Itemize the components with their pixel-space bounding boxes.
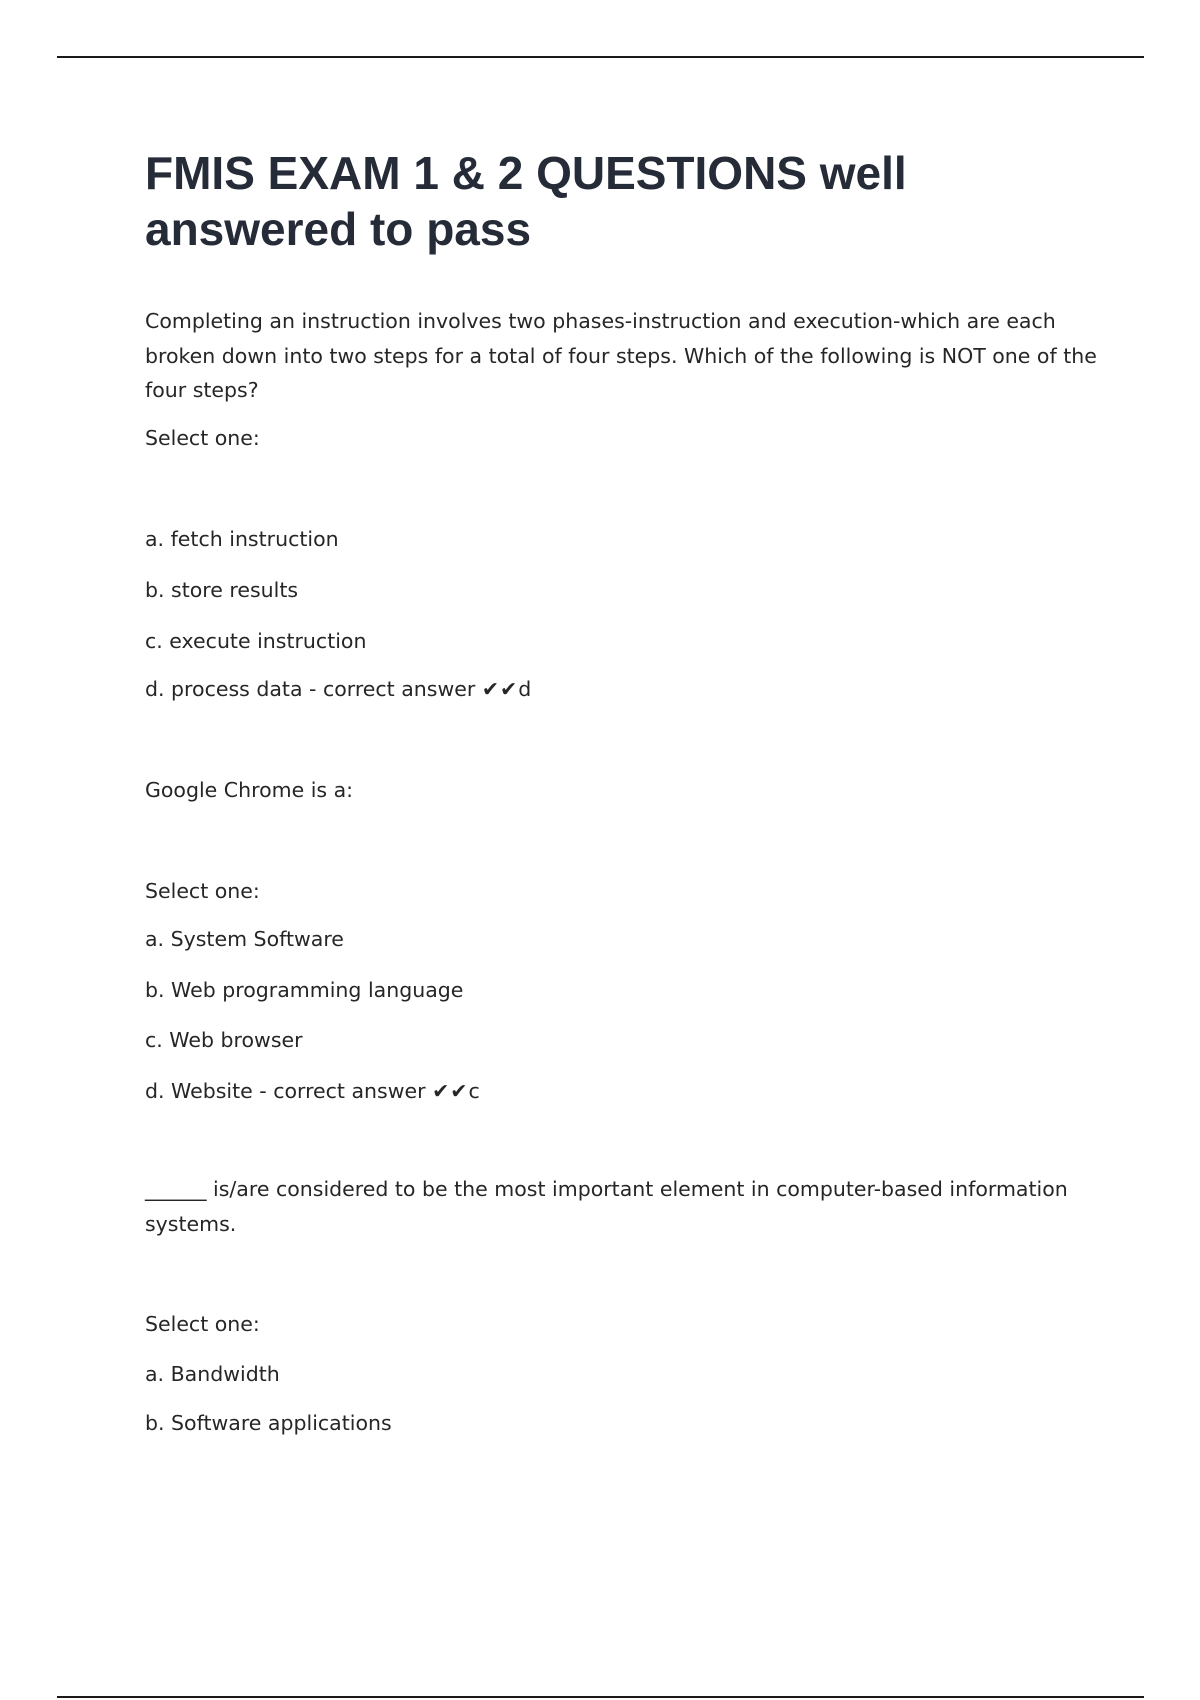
- question-2-correct-letter: c: [468, 1079, 480, 1103]
- question-2-select-label: Select one:: [145, 879, 260, 903]
- question-3-prompt: ______ is/are considered to be the most important element in computer-based information systems.: [145, 1177, 1068, 1236]
- question-1-option-c: c. execute instruction: [145, 629, 367, 653]
- question-1-select-label: Select one:: [145, 426, 260, 450]
- question-2-option-c: c. Web browser: [145, 1028, 303, 1052]
- question-2-option-d: d. Website - correct answer: [145, 1079, 426, 1103]
- question-2-option-a: a. System Software: [145, 927, 344, 951]
- bottom-rule: [57, 1696, 1144, 1698]
- question-3-select-label: Select one:: [145, 1312, 260, 1336]
- question-1-option-d: d. process data - correct answer: [145, 677, 476, 701]
- top-rule: [57, 56, 1144, 58]
- checkmark-icon: ✔✔: [432, 1079, 469, 1103]
- page-title: FMIS EXAM 1 & 2 QUESTIONS well answered to pass: [145, 147, 907, 255]
- checkmark-icon: ✔✔: [481, 677, 519, 701]
- question-1-prompt: Completing an instruction involves two phases-instruction and execution-which are each broken down into two steps for a total of four steps. Which of the following is NOT one of the four steps?: [145, 309, 1097, 402]
- question-1-option-a: a. fetch instruction: [145, 527, 339, 551]
- question-2-answer-line: [145, 1074, 480, 1109]
- question-2-prompt: Google Chrome is a:: [145, 778, 354, 802]
- question-1-answer-line: [145, 672, 531, 707]
- question-2-option-b: b. Web programming language: [145, 978, 464, 1002]
- question-3-option-b: b. Software applications: [145, 1411, 392, 1435]
- question-1-correct-letter: d: [518, 677, 532, 701]
- question-1-option-b: b. store results: [145, 578, 299, 602]
- question-3-option-a: a. Bandwidth: [145, 1362, 280, 1386]
